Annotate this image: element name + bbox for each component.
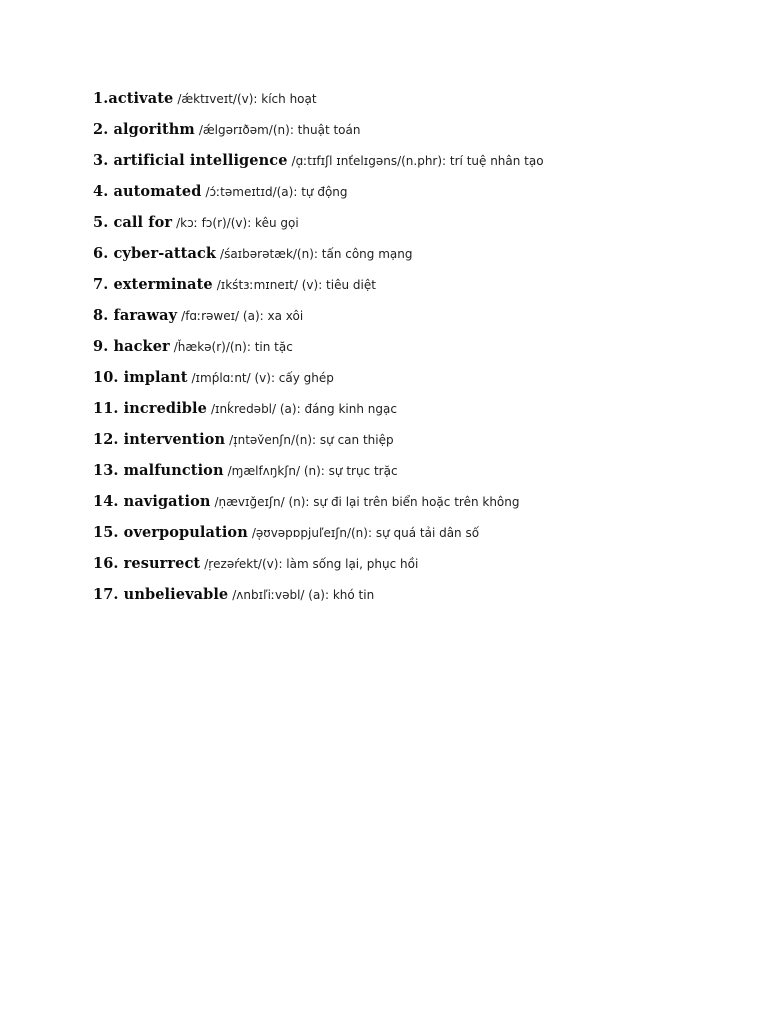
vocab-entry-10 xyxy=(93,365,753,396)
vocab-gloss: /ṇævɪɡ̌eɪʃn/ (n): sự đi lại trên biển hoặc trên không xyxy=(214,495,520,509)
vocab-gloss: /ʌnbɪľiːvəbl/ (a): khó tin xyxy=(232,588,375,602)
vocab-entry-14 xyxy=(93,489,753,520)
vocab-gloss: /ǽktɪveɪt/(v): kích hoạt xyxy=(177,92,317,106)
vocab-term: 9. hacker xyxy=(93,338,170,355)
vocab-term: 15. overpopulation xyxy=(93,524,248,541)
vocab-gloss: /kɔː fɔ(r)/(v): kêu gọi xyxy=(176,216,299,230)
vocab-gloss: /ɔ́ːtəmeɪtɪd/(a): tự động xyxy=(205,185,348,199)
vocab-gloss: /ɪkśtɜːmɪneɪt/ (v): tiêu diệt xyxy=(216,278,376,292)
vocab-gloss: /ȟækə(r)/(n): tin tặc xyxy=(173,340,293,354)
vocab-term: 8. faraway xyxy=(93,307,178,324)
vocab-term: 7. exterminate xyxy=(93,276,213,293)
vocab-term: 12. intervention xyxy=(93,431,226,448)
vocab-gloss: /ə̜ʊvəpɒpjuľeɪʃn/(n): sự quá tải dân số xyxy=(251,526,480,540)
vocab-term: 14. navigation xyxy=(93,493,211,510)
vocab-entry-17 xyxy=(93,582,753,613)
vocab-entry-6 xyxy=(93,241,753,272)
vocab-gloss: /śaɪbərətæk/(n): tấn công mạng xyxy=(220,247,413,261)
vocab-entry-16 xyxy=(93,551,753,582)
vocabulary-list xyxy=(93,86,753,613)
vocab-entry-5 xyxy=(93,210,753,241)
vocab-term: 16. resurrect xyxy=(93,555,201,572)
vocab-term: 11. incredible xyxy=(93,400,207,417)
vocab-entry-2 xyxy=(93,117,753,148)
vocab-term: 3. artificial intelligence xyxy=(93,152,288,169)
vocab-entry-7 xyxy=(93,272,753,303)
vocab-gloss: /ɑ̜ːtɪfɪʃl ɪnťelɪgəns/(n.phr): trí tuệ nhân tạo xyxy=(291,154,544,168)
vocab-entry-11 xyxy=(93,396,753,427)
vocab-entry-4 xyxy=(93,179,753,210)
vocab-term: 4. automated xyxy=(93,183,202,200)
vocab-gloss: /ɪmṕlɑːnt/ (v): cấy ghép xyxy=(191,371,334,385)
vocab-entry-3 xyxy=(93,148,753,179)
vocab-term: 5. call for xyxy=(93,214,173,231)
vocab-entry-1 xyxy=(93,86,753,117)
vocab-term: 2. algorithm xyxy=(93,121,195,138)
vocab-entry-15 xyxy=(93,520,753,551)
vocab-entry-9 xyxy=(93,334,753,365)
vocab-term: 10. implant xyxy=(93,369,188,386)
vocab-gloss: /ǽlgərɪðəm/(n): thuật toán xyxy=(198,123,361,137)
vocab-entry-8 xyxy=(93,303,753,334)
vocab-entry-13 xyxy=(93,458,753,489)
vocab-gloss: /ɱælfʌŋkʃn/ (n): sự trục trặc xyxy=(227,464,398,478)
vocab-term: 1.activate xyxy=(93,90,174,107)
vocab-term: 6. cyber-attack xyxy=(93,245,217,262)
vocab-gloss: /ɪ̜ntəv̌enʃn/(n): sự can thiệp xyxy=(229,433,394,447)
vocab-gloss: /ṛezəŕekt/(v): làm sống lại, phục hồi xyxy=(204,557,419,571)
vocab-gloss: /fɑːrəweɪ/ (a): xa xôi xyxy=(181,309,304,323)
vocab-entry-12 xyxy=(93,427,753,458)
vocab-gloss: /ɪnḱredəbl/ (a): đáng kinh ngạc xyxy=(210,402,397,416)
vocab-term: 17. unbelievable xyxy=(93,586,229,603)
vocab-term: 13. malfunction xyxy=(93,462,224,479)
